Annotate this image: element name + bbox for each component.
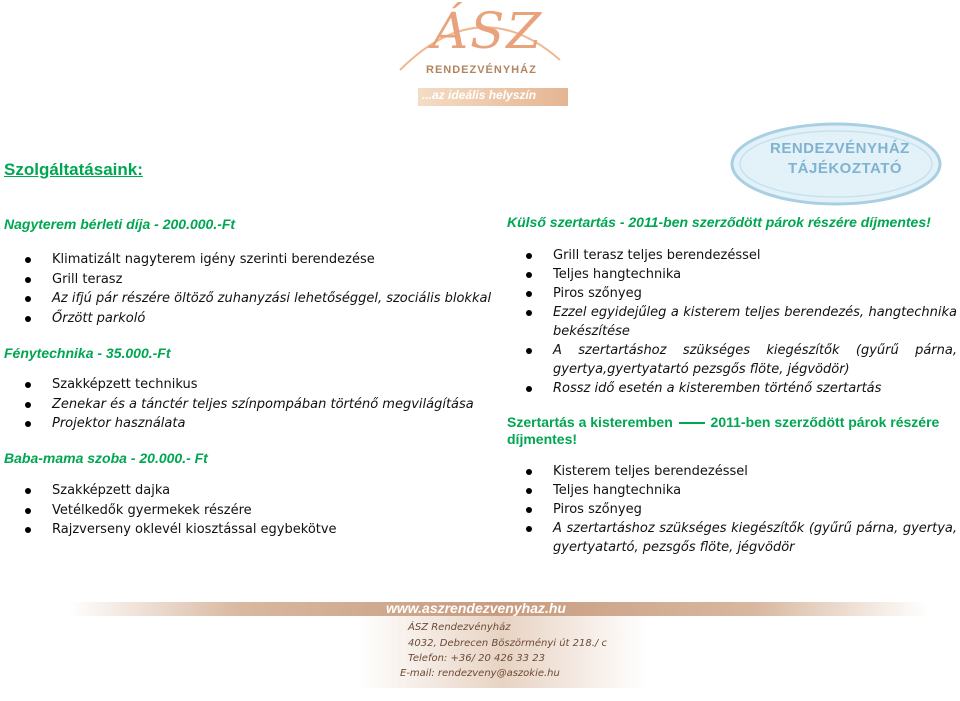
hall-list — [52, 250, 492, 328]
list-item: Klimatizált nagyterem igény szerinti berendezése — [52, 250, 492, 270]
section-heading-hall: Nagyterem bérleti díja - 200.000.-Ft — [4, 216, 236, 232]
list-item: Az ifjú pár részére öltöző zuhanyzási lehetőséggel, szociális blokkal — [52, 289, 492, 309]
badge-line1: RENDEZVÉNYHÁZ — [770, 140, 910, 157]
badge-line2: TÁJÉKOZTATÓ — [788, 160, 903, 177]
indoor-heading-dash — [679, 422, 705, 424]
section-heading-outdoor: Külső szertartás - 2011-ben szerződött párok részére díjmentes! — [507, 214, 931, 230]
list-item: A szertartáshoz szükséges kiegészítők (gyűrű párna, — [553, 343, 957, 358]
footer-name: ÁSZ Rendezvényház — [408, 622, 511, 633]
footer-phone: Telefon: +36/ 20 426 33 23 — [408, 653, 545, 664]
list-item-continuation: gyertya,gyertyatartó pezsgős flöte, jégvödör) — [553, 362, 850, 377]
list-item: Szakképzett technikus — [52, 375, 492, 395]
list-item: Zenekar és a tánctér teljes színpompában történő megvilágítása — [52, 395, 492, 415]
list-item: A szertartáshoz szükséges kiegészítők (gyűrű párna, gyertya, — [553, 521, 957, 536]
list-item: Kisterem teljes berendezéssel — [553, 462, 957, 481]
list-item: Teljes hangtechnika — [553, 265, 957, 284]
indoor-heading-c: díjmentes! — [507, 431, 578, 447]
list-item: Rossz idő esetén a kisteremben történő szertartás — [553, 379, 957, 398]
list-item: Vetélkedők gyermekek részére — [52, 501, 492, 521]
list-item: Teljes hangtechnika — [553, 481, 957, 500]
section-heading-indoor — [507, 414, 947, 448]
logo-big: ÁSZ — [432, 2, 544, 60]
list-item: Projektor használata — [52, 414, 492, 434]
indoor-heading-b: 2011-ben szerződött párok részére — [710, 414, 940, 430]
list-item: Grill terasz teljes berendezéssel — [553, 246, 957, 265]
footer-email: E-mail: rendezveny@aszokie.hu — [400, 668, 560, 679]
list-item: Piros szőnyeg — [553, 500, 957, 519]
indoor-heading-a: Szertartás a kisteremben — [507, 414, 673, 430]
indoor-list — [553, 462, 957, 557]
list-item: Szakképzett dajka — [52, 481, 492, 501]
list-item: Ezzel egyidejűleg a kisterem teljes berendezés, hangtechnika — [553, 305, 957, 320]
logo-tagline: ...az ideális helyszín — [422, 88, 537, 102]
footer-banner — [68, 600, 928, 692]
page-title: Szolgáltatásaink: — [4, 160, 143, 179]
footer-url: www.aszrendezvenyhaz.hu — [386, 600, 566, 616]
lighting-list — [52, 375, 492, 434]
section-heading-babyroom: Baba-mama szoba - 20.000.- Ft — [4, 450, 208, 466]
list-item: Grill terasz — [52, 270, 492, 290]
outdoor-list — [553, 246, 957, 398]
section-heading-lighting: Fénytechnika - 35.000.-Ft — [4, 345, 171, 361]
list-item: Rajzverseny oklevél kiosztással egybekötve — [52, 520, 492, 540]
list-item: Piros szőnyeg — [553, 284, 957, 303]
logo — [380, 0, 580, 110]
list-item-continuation: gyertyatartó, pezsgős flöte, jégvödör — [553, 540, 795, 555]
babyroom-list — [52, 481, 492, 540]
list-item: Őrzött parkoló — [52, 309, 492, 329]
info-badge — [730, 122, 942, 206]
list-item-continuation: bekészítése — [553, 324, 630, 339]
logo-sub: RENDEZVÉNYHÁZ — [426, 64, 537, 76]
footer-address: 4032, Debrecen Böszörményi út 218./ c — [408, 638, 607, 649]
